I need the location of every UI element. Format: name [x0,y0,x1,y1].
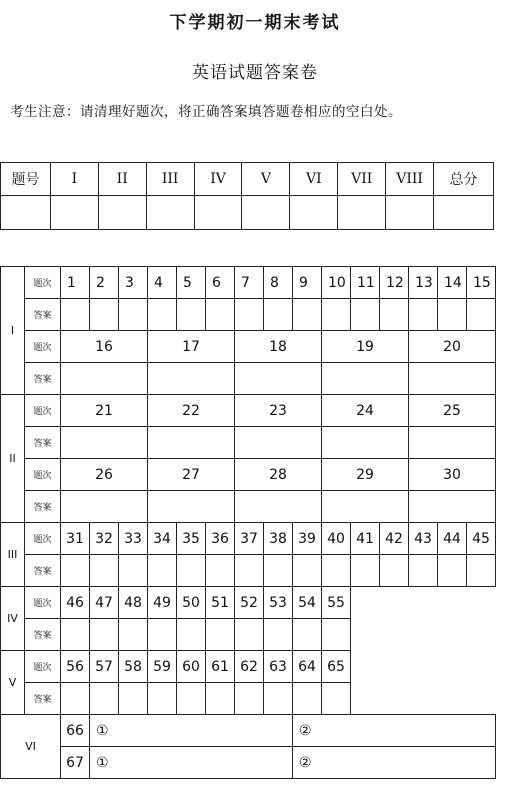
question-label: 题次 [25,587,61,619]
question-number: 35 [177,523,206,555]
answer-table [0,266,496,779]
section-ii-answer-row [1,491,496,523]
section-iii-answer-row [1,555,496,587]
question-number: 14 [438,267,467,299]
answer-cell[interactable] [409,491,496,523]
answer-cell[interactable] [235,299,264,331]
question-number: 5 [177,267,206,299]
question-label: 题次 [25,523,61,555]
answer-blank-2[interactable]: ② [293,747,496,779]
score-header-cell: 总分 [434,163,494,196]
question-label: 题次 [25,651,61,683]
question-number: 7 [235,267,264,299]
section-vi-row [1,747,496,779]
question-number: 52 [235,587,264,619]
answer-cell[interactable] [380,555,409,587]
answer-cell[interactable] [177,555,206,587]
section-v-question-row [1,651,496,683]
question-number: 45 [467,523,496,555]
section-i-question-row [1,331,496,363]
answer-cell[interactable] [148,427,235,459]
score-table [0,162,494,230]
blank-area [351,587,496,651]
question-number: 58 [119,651,148,683]
section-label: I [1,267,25,395]
answer-cell[interactable] [119,683,148,715]
score-value-cell[interactable] [434,196,494,230]
answer-cell[interactable] [61,619,90,651]
question-number: 12 [380,267,409,299]
answer-cell[interactable] [293,683,322,715]
answer-cell[interactable] [90,683,119,715]
answer-cell[interactable] [61,491,148,523]
question-number: 54 [293,587,322,619]
question-label: 题次 [25,267,61,299]
question-number: 21 [61,395,148,427]
answer-cell[interactable] [380,299,409,331]
page-subtitle: 英语试题答案卷 [192,63,318,83]
section-i-question-row [1,267,496,299]
question-number: 16 [61,331,148,363]
question-number: 19 [322,331,409,363]
answer-label: 答案 [25,491,61,523]
answer-cell[interactable] [322,427,409,459]
score-value-cell[interactable] [98,196,146,230]
question-number: 46 [61,587,90,619]
section-iii-question-row [1,523,496,555]
answer-blank-1[interactable]: ① [90,715,293,747]
question-number: 13 [409,267,438,299]
answer-cell[interactable] [351,299,380,331]
question-number: 33 [119,523,148,555]
question-number: 34 [148,523,177,555]
question-number: 57 [90,651,119,683]
answer-label: 答案 [25,363,61,395]
question-number: 31 [61,523,90,555]
question-number: 4 [148,267,177,299]
answer-cell[interactable] [235,555,264,587]
score-header-cell: III [146,163,194,196]
question-label: 题次 [25,331,61,363]
answer-cell[interactable] [148,363,235,395]
question-number: 67 [61,747,90,779]
score-header-cell: VIII [386,163,434,196]
question-number: 3 [119,267,148,299]
question-number: 64 [293,651,322,683]
question-number: 25 [409,395,496,427]
answer-cell[interactable] [409,427,496,459]
score-value-cell[interactable] [290,196,338,230]
question-number: 44 [438,523,467,555]
question-number: 18 [235,331,322,363]
score-value-cell[interactable] [242,196,290,230]
answer-cell[interactable] [61,299,90,331]
answer-cell[interactable] [409,555,438,587]
question-number: 62 [235,651,264,683]
score-value-cell[interactable] [386,196,434,230]
question-number: 59 [148,651,177,683]
score-header-cell: V [242,163,290,196]
question-number: 61 [206,651,235,683]
section-label: III [1,523,25,587]
answer-cell[interactable] [177,619,206,651]
answer-cell[interactable] [235,619,264,651]
answer-label: 答案 [25,619,61,651]
question-number: 36 [206,523,235,555]
exam-notice: 考生注意：请清理好题次，将正确答案填答题卷相应的空白处。 [10,104,402,120]
answer-cell[interactable] [293,555,322,587]
answer-cell[interactable] [322,619,351,651]
question-number: 49 [148,587,177,619]
answer-cell[interactable] [148,555,177,587]
question-number: 8 [264,267,293,299]
question-number: 56 [61,651,90,683]
answer-cell[interactable] [322,299,351,331]
answer-cell[interactable] [438,555,467,587]
score-header-cell: I [50,163,98,196]
question-number: 28 [235,459,322,491]
answer-label: 答案 [25,427,61,459]
question-number: 48 [119,587,148,619]
section-ii-answer-row [1,427,496,459]
question-number: 65 [322,651,351,683]
question-number: 60 [177,651,206,683]
section-label: V [1,651,25,715]
answer-cell[interactable] [438,299,467,331]
question-number: 37 [235,523,264,555]
answer-cell[interactable] [177,299,206,331]
question-number: 40 [322,523,351,555]
answer-cell[interactable] [90,619,119,651]
question-number: 51 [206,587,235,619]
answer-cell[interactable] [264,299,293,331]
question-number: 20 [409,331,496,363]
section-i-answer-row [1,299,496,331]
answer-cell[interactable] [61,683,90,715]
page-title: 下学期初一期末考试 [169,13,341,33]
answer-cell[interactable] [90,299,119,331]
section-i-answer-row [1,363,496,395]
answer-cell[interactable] [264,683,293,715]
question-number: 30 [409,459,496,491]
question-number: 50 [177,587,206,619]
score-value-cell[interactable] [50,196,98,230]
question-number: 2 [90,267,119,299]
answer-blank-2[interactable]: ② [293,715,496,747]
section-iv-question-row [1,587,496,619]
section-vi-row [1,715,496,747]
answer-cell[interactable] [235,683,264,715]
answer-cell[interactable] [206,299,235,331]
answer-cell[interactable] [264,555,293,587]
score-header-cell: VI [290,163,338,196]
answer-cell[interactable] [235,427,322,459]
answer-cell[interactable] [119,555,148,587]
score-header-cell: II [98,163,146,196]
question-number: 47 [90,587,119,619]
answer-cell[interactable] [235,363,322,395]
answer-cell[interactable] [467,555,496,587]
question-number: 32 [90,523,119,555]
score-value-cell[interactable] [338,196,386,230]
answer-cell[interactable] [409,299,438,331]
question-number: 22 [148,395,235,427]
question-number: 11 [351,267,380,299]
section-label: IV [1,587,25,651]
section-ii-question-row [1,395,496,427]
answer-cell[interactable] [322,555,351,587]
question-number: 9 [293,267,322,299]
question-label: 题次 [25,459,61,491]
answer-cell[interactable] [293,299,322,331]
answer-cell[interactable] [148,491,235,523]
score-header-cell: VII [338,163,386,196]
answer-cell[interactable] [61,427,148,459]
answer-cell[interactable] [264,619,293,651]
answer-label: 答案 [25,299,61,331]
score-header-row [1,163,494,196]
answer-cell[interactable] [90,555,119,587]
question-number: 53 [264,587,293,619]
score-value-cell[interactable] [1,196,51,230]
question-number: 55 [322,587,351,619]
answer-label: 答案 [25,555,61,587]
answer-cell[interactable] [293,619,322,651]
answer-label: 答案 [25,683,61,715]
section-label: VI [1,715,61,779]
question-number: 1 [61,267,90,299]
score-value-cell[interactable] [146,196,194,230]
section-ii-question-row [1,459,496,491]
answer-cell[interactable] [119,619,148,651]
answer-cell[interactable] [235,491,322,523]
question-number: 23 [235,395,322,427]
section-label: II [1,395,25,523]
question-number: 27 [148,459,235,491]
question-number: 17 [148,331,235,363]
answer-cell[interactable] [409,363,496,395]
score-header-cell: IV [194,163,242,196]
question-number: 41 [351,523,380,555]
answer-cell[interactable] [351,555,380,587]
question-number: 66 [61,715,90,747]
question-number: 6 [206,267,235,299]
score-value-cell[interactable] [194,196,242,230]
question-number: 43 [409,523,438,555]
question-number: 24 [322,395,409,427]
answer-cell[interactable] [148,299,177,331]
answer-cell[interactable] [61,555,90,587]
blank-area [351,651,496,715]
answer-cell[interactable] [322,363,409,395]
question-number: 15 [467,267,496,299]
question-number: 26 [61,459,148,491]
question-number: 39 [293,523,322,555]
answer-cell[interactable] [206,619,235,651]
answer-cell[interactable] [467,299,496,331]
question-number: 29 [322,459,409,491]
answer-cell[interactable] [148,683,177,715]
answer-cell[interactable] [177,683,206,715]
question-number: 63 [264,651,293,683]
answer-cell[interactable] [322,683,351,715]
score-value-row [1,196,494,230]
answer-cell[interactable] [322,491,409,523]
answer-cell[interactable] [119,299,148,331]
answer-cell[interactable] [206,683,235,715]
answer-cell[interactable] [206,555,235,587]
answer-cell[interactable] [61,363,148,395]
answer-cell[interactable] [148,619,177,651]
question-number: 38 [264,523,293,555]
question-label: 题次 [25,395,61,427]
score-header-cell: 题号 [1,163,51,196]
answer-blank-1[interactable]: ① [90,747,293,779]
question-number: 10 [322,267,351,299]
question-number: 42 [380,523,409,555]
